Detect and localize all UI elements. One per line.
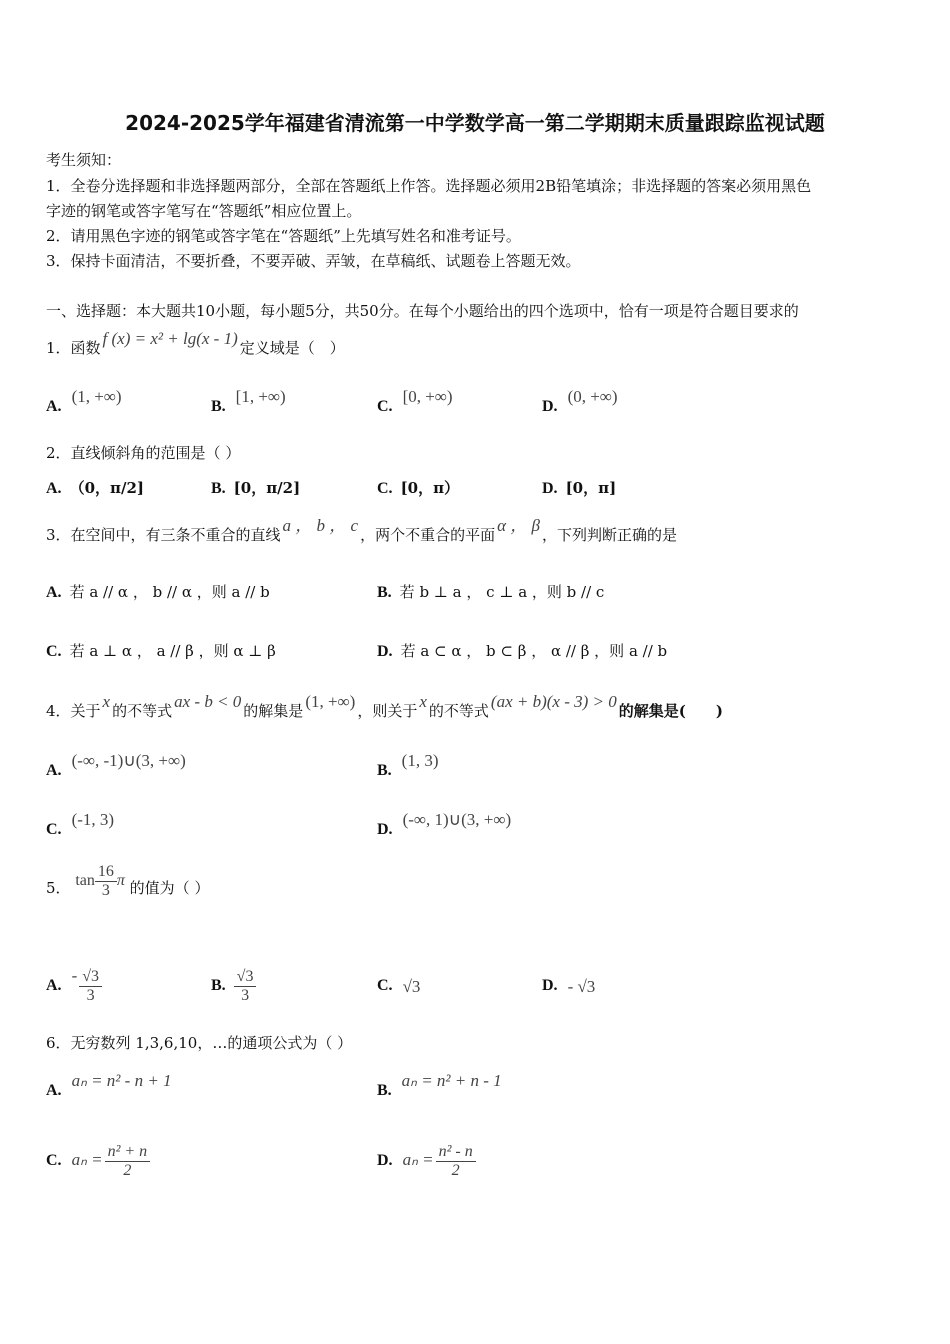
option-label: B. <box>377 1082 392 1099</box>
option-label: C. <box>46 821 62 838</box>
q3-mid: ，两个不重合的平面 <box>360 526 496 544</box>
q4-text: 的不等式 <box>428 702 489 720</box>
q4-option-a[interactable] <box>46 751 188 781</box>
option-label: D. <box>542 480 558 497</box>
q3-option-c[interactable] <box>46 641 276 662</box>
q5-num: 5． <box>46 879 71 897</box>
q3-planes: α ， β <box>497 516 540 535</box>
option-label: D. <box>377 1152 393 1169</box>
q2-option-b[interactable] <box>211 478 300 499</box>
q5-option-a[interactable] <box>46 965 102 1006</box>
pi-symbol: π <box>116 872 125 889</box>
option-label: D. <box>542 398 558 415</box>
option-label: C. <box>377 480 393 497</box>
fraction-numerator: √3 <box>234 968 257 987</box>
q5-option-c[interactable] <box>377 965 422 1006</box>
q4-text: ，则关于 <box>357 702 418 720</box>
option-math: aₙ = n² - n + 1 <box>71 1071 172 1090</box>
q4-option-b[interactable] <box>377 751 441 781</box>
q3-option-d[interactable] <box>377 641 667 662</box>
q4-ineq1: ax - b < 0 <box>174 692 242 711</box>
notice-item: 3．保持卡面清洁，不要折叠，不要弄破、弄皱，在草稿纸、试题卷上答题无效。 <box>46 252 581 270</box>
option-math: (0, +∞) <box>567 387 618 406</box>
q4-var: x <box>419 692 427 711</box>
option-text: 若 a ⊂ α ， b ⊂ β ， α // β ，则 a // b <box>400 642 668 660</box>
notice-heading: 考生须知： <box>46 151 122 169</box>
q4-option-c[interactable] <box>46 810 116 840</box>
option-label: A. <box>46 398 62 415</box>
option-label: D. <box>377 821 393 838</box>
option-math: (1, 3) <box>401 751 439 770</box>
tan-label: tan <box>75 872 95 889</box>
option-text: 若 a // α ， b // α ，则 a // b <box>69 583 270 601</box>
fraction-numerator: √3 <box>79 968 102 987</box>
notice-item: 字迹的钢笔或答字笔写在“答题纸”相应位置上。 <box>46 202 362 220</box>
q4-ineq2: (ax + b)(x - 3) > 0 <box>490 692 617 711</box>
option-text: [0，π） <box>400 479 460 497</box>
option-label: B. <box>377 762 392 779</box>
option-math: [0, +∞) <box>402 387 453 406</box>
question-1 <box>46 329 345 358</box>
option-label: B. <box>211 977 226 994</box>
q4-text: 4．关于 <box>46 702 101 720</box>
option-math: (-∞, 1)∪(3, +∞) <box>402 810 512 829</box>
q1-option-a[interactable] <box>46 387 124 417</box>
fraction-denominator: 2 <box>451 1161 460 1179</box>
option-label: A. <box>46 977 62 994</box>
fraction-denominator: 2 <box>123 1161 132 1179</box>
q4-text: 的解集是( ) <box>618 702 723 720</box>
option-label: C. <box>377 398 393 415</box>
option-math: aₙ = <box>402 1150 434 1169</box>
q4-text: 的解集是 <box>243 702 304 720</box>
fraction-denominator: 3 <box>241 986 250 1004</box>
q6-option-d[interactable] <box>377 1140 476 1181</box>
fraction-numerator: 16 <box>95 863 117 882</box>
section-heading: 一、选择题：本大题共10小题，每小题5分，共50分。在每个小题给出的四个选项中，恰有一项是符合题目要求的 <box>46 302 799 320</box>
question-2: 2．直线倾斜角的范围是（ ） <box>46 444 241 462</box>
option-label: A. <box>46 584 62 601</box>
option-text: 若 b ⊥ a ， c ⊥ a ，则 b // c <box>399 583 605 601</box>
q6-option-c[interactable] <box>46 1140 150 1181</box>
q5-option-d[interactable] <box>542 965 597 1006</box>
option-label: B. <box>377 584 392 601</box>
option-math: (-1, 3) <box>71 810 115 829</box>
option-label: D. <box>377 643 393 660</box>
q4-text: 的不等式 <box>112 702 173 720</box>
q1-pre: 1．函数 <box>46 339 101 357</box>
minus-sign: - <box>71 966 78 985</box>
fraction-denominator: 3 <box>101 881 110 899</box>
q6-option-a[interactable] <box>46 1071 174 1101</box>
q4-var: x <box>102 692 111 711</box>
q1-option-b[interactable] <box>211 387 288 417</box>
question-6: 6．无穷数列 1,3,6,10，…的通项公式为（ ） <box>46 1034 353 1052</box>
option-math: - √3 <box>567 977 596 996</box>
q1-option-c[interactable] <box>377 387 455 417</box>
option-math: √3 <box>402 977 421 996</box>
option-label: C. <box>46 643 62 660</box>
option-label: D. <box>542 977 558 994</box>
option-math: [1, +∞) <box>235 387 286 406</box>
q2-option-c[interactable] <box>377 478 459 499</box>
fraction-denominator: 3 <box>86 986 95 1004</box>
option-label: C. <box>377 977 393 994</box>
q3-option-a[interactable] <box>46 582 270 603</box>
q3-pre: 3．在空间中，有三条不重合的直线 <box>46 526 281 544</box>
option-math: (-∞, -1)∪(3, +∞) <box>71 751 186 770</box>
option-text: （0，π/2] <box>69 479 144 497</box>
option-label: A. <box>46 1082 62 1099</box>
q4-option-d[interactable] <box>377 810 513 840</box>
q5-post: 的值为（ ） <box>129 879 210 897</box>
question-5 <box>46 862 210 908</box>
option-label: B. <box>211 398 226 415</box>
option-label: A. <box>46 480 62 497</box>
option-math: (1, +∞) <box>71 387 122 406</box>
q1-option-d[interactable] <box>542 387 620 417</box>
q3-option-b[interactable] <box>377 582 604 603</box>
notice-item: 2．请用黑色字迹的钢笔或答字笔在“答题纸”上先填写姓名和准考证号。 <box>46 227 521 245</box>
option-text: [0，π] <box>565 479 617 497</box>
option-math: aₙ = n² + n - 1 <box>401 1071 502 1090</box>
page-title: 2024-2025学年福建省清流第一中学数学高一第二学期期末质量跟踪监视试题 <box>125 111 825 135</box>
q1-math: f (x) = x² + lg(x - 1) <box>102 329 238 348</box>
question-3 <box>46 516 678 545</box>
option-label: B. <box>211 480 226 497</box>
option-label: C. <box>46 1152 62 1169</box>
q5-option-b[interactable] <box>211 965 256 1006</box>
option-math: aₙ = <box>71 1150 103 1169</box>
fraction-numerator: n² - n <box>436 1143 476 1162</box>
q2-option-a[interactable] <box>46 478 144 499</box>
q6-option-b[interactable] <box>377 1071 504 1101</box>
q4-set: (1, +∞) <box>305 692 356 711</box>
option-label: A. <box>46 762 62 779</box>
notice-item: 1．全卷分选择题和非选择题两部分，全部在答题纸上作答。选择题必须用2B铅笔填涂；非选择题的答案必须用黑色 <box>46 177 812 195</box>
q3-lines: a ， b ， c <box>282 516 359 535</box>
q1-post: 定义域是（ ） <box>239 339 345 357</box>
fraction-numerator: n² + n <box>105 1143 151 1162</box>
option-text: [0，π/2] <box>233 479 301 497</box>
option-text: 若 a ⊥ α ， a // β ，则 α ⊥ β <box>69 642 276 660</box>
question-4 <box>46 692 723 721</box>
q3-post: ，下列判断正确的是 <box>542 526 678 544</box>
q2-option-d[interactable] <box>542 478 616 499</box>
